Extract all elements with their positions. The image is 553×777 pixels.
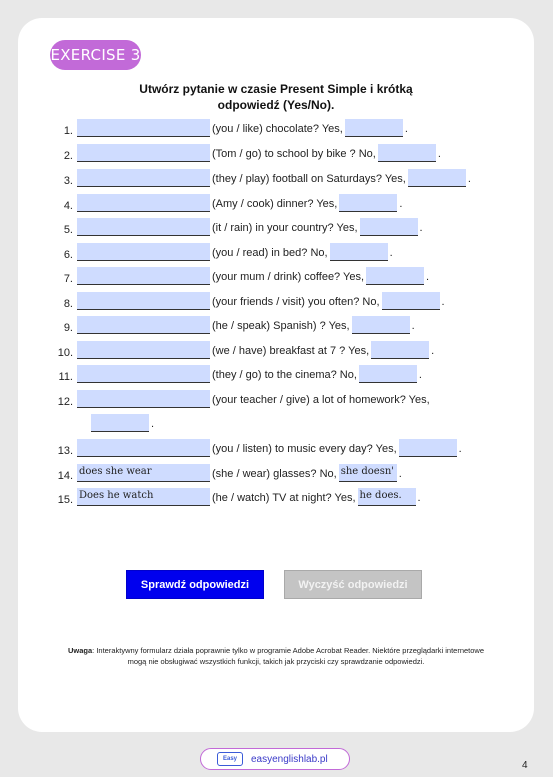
question-prompt: (she / wear) glasses? No,: [212, 468, 337, 480]
question-answer-field[interactable]: [77, 390, 210, 408]
question-answer-field[interactable]: [77, 365, 210, 383]
question-number: 10.: [57, 347, 73, 359]
question-row: [18, 169, 473, 187]
note-text: [26, 645, 526, 667]
question-end: .: [426, 271, 430, 283]
question-row: [18, 218, 425, 236]
question-prompt: (Amy / cook) dinner? Yes,: [212, 198, 338, 210]
title-line-2: odpowiedź (Yes/No).: [217, 98, 335, 112]
question-end: .: [398, 468, 402, 480]
question-number: 2.: [63, 150, 73, 162]
question-answer-field[interactable]: [77, 144, 210, 162]
question-prompt: (it / rain) in your country? Yes,: [212, 222, 358, 234]
question-number: 9.: [63, 322, 73, 334]
short-answer-field[interactable]: [382, 292, 440, 310]
question-answer-field[interactable]: [77, 439, 210, 457]
short-answer-field[interactable]: he does.: [358, 488, 416, 506]
short-answer-field[interactable]: [360, 218, 418, 236]
short-answer-field[interactable]: [330, 243, 388, 261]
clear-answers-button[interactable]: Wyczyść odpowiedzi: [284, 570, 422, 599]
worksheet-card: [18, 18, 534, 732]
note-line-2: mogą nie obsługiwać wszystkich funkcji, takich jak przyciski czy sprawdzanie odpowiedzi.: [127, 657, 425, 666]
short-answer-field[interactable]: [352, 316, 410, 334]
easyenglishlab-logo: Easy: [217, 752, 243, 766]
question-prompt: (they / go) to the cinema? No,: [212, 369, 357, 381]
question-answer-field[interactable]: [77, 194, 210, 212]
question-prompt: (you / listen) to music every day? Yes,: [212, 443, 397, 455]
question-prompt: (Tom / go) to school by bike ? No,: [212, 148, 376, 160]
question-number: 15.: [57, 494, 73, 506]
question-prompt: (they / play) football on Saturdays? Yes,: [212, 173, 406, 185]
note-label: Uwaga: [67, 646, 93, 655]
question-row: [18, 464, 404, 482]
question-end: .: [411, 320, 415, 332]
question-answer-field[interactable]: [77, 316, 210, 334]
question-row: [18, 119, 410, 137]
title-line-1: Utwórz pytanie w czasie Present Simple i krótką: [139, 82, 413, 96]
question-end: .: [417, 492, 421, 504]
question-end: .: [441, 296, 445, 308]
question-end: .: [151, 418, 155, 430]
footer-link[interactable]: [200, 748, 350, 770]
short-answer-field[interactable]: [339, 194, 397, 212]
question-answer-field[interactable]: [77, 243, 210, 261]
question-answer-field[interactable]: [77, 119, 210, 137]
question-answer-field[interactable]: [77, 169, 210, 187]
question-number: 8.: [63, 298, 73, 310]
question-number: 14.: [57, 470, 73, 482]
question-row: [18, 194, 404, 212]
question-end: .: [458, 443, 462, 455]
question-number: 12.: [57, 396, 73, 408]
exercise-title: [18, 81, 534, 113]
question-number: 6.: [63, 249, 73, 261]
question-end: .: [399, 198, 403, 210]
question-end: .: [431, 345, 435, 357]
exercise-badge: EXERCISE 3: [50, 40, 141, 70]
question-prompt: (you / read) in bed? No,: [212, 247, 328, 259]
question-row: [18, 390, 432, 408]
question-prompt: (we / have) breakfast at 7 ? Yes,: [212, 345, 370, 357]
question-row: [18, 439, 464, 457]
question-number: 13.: [57, 445, 73, 457]
short-answer-field[interactable]: [378, 144, 436, 162]
question-end: .: [437, 148, 441, 160]
question-prompt: (he / speak) Spanish) ? Yes,: [212, 320, 350, 332]
question-row: [18, 316, 417, 334]
question-end: .: [404, 123, 408, 135]
note-line-1: : Interaktywny formularz działa poprawnie tylko w programie Adobe Acrobat Reader. Niektóre przeglądarki internetowe: [92, 646, 485, 655]
question-answer-field[interactable]: does she wear: [77, 464, 210, 482]
question-end: .: [419, 222, 423, 234]
page-number: 4: [522, 760, 528, 771]
question-answer-field[interactable]: [77, 292, 210, 310]
site-url: easyenglishlab.pl: [251, 753, 328, 765]
question-answer-field[interactable]: [77, 267, 210, 285]
short-answer-field[interactable]: [359, 365, 417, 383]
short-answer-field[interactable]: [366, 267, 424, 285]
question-number: 7.: [63, 273, 73, 285]
short-answer-field[interactable]: [399, 439, 457, 457]
check-answers-button[interactable]: Sprawdź odpowiedzi: [126, 570, 264, 599]
question-row: [18, 341, 436, 359]
question-number: 4.: [63, 200, 73, 212]
question-end: .: [467, 173, 471, 185]
question-answer-field[interactable]: [77, 218, 210, 236]
question-prompt: (he / watch) TV at night? Yes,: [212, 492, 356, 504]
question-prompt: (your friends / visit) you often? No,: [212, 296, 380, 308]
question-row: [18, 488, 423, 506]
short-answer-field[interactable]: she doesn': [339, 464, 397, 482]
question-prompt: (your teacher / give) a lot of homework? Yes,: [212, 394, 430, 406]
question-row: [18, 144, 443, 162]
question-row-continuation: [91, 414, 156, 432]
question-end: .: [418, 369, 422, 381]
short-answer-field[interactable]: [91, 414, 149, 432]
short-answer-field[interactable]: [345, 119, 403, 137]
question-row: [18, 267, 431, 285]
question-row: [18, 292, 447, 310]
question-row: [18, 243, 395, 261]
question-answer-field[interactable]: Does he watch: [77, 488, 210, 506]
short-answer-field[interactable]: [408, 169, 466, 187]
question-answer-field[interactable]: [77, 341, 210, 359]
question-number: 3.: [63, 175, 73, 187]
question-end: .: [389, 247, 393, 259]
question-row: [18, 365, 424, 383]
question-prompt: (your mum / drink) coffee? Yes,: [212, 271, 365, 283]
question-number: 5.: [63, 224, 73, 236]
question-number: 11.: [58, 371, 73, 383]
question-prompt: (you / like) chocolate? Yes,: [212, 123, 343, 135]
question-number: 1.: [63, 125, 73, 137]
short-answer-field[interactable]: [371, 341, 429, 359]
